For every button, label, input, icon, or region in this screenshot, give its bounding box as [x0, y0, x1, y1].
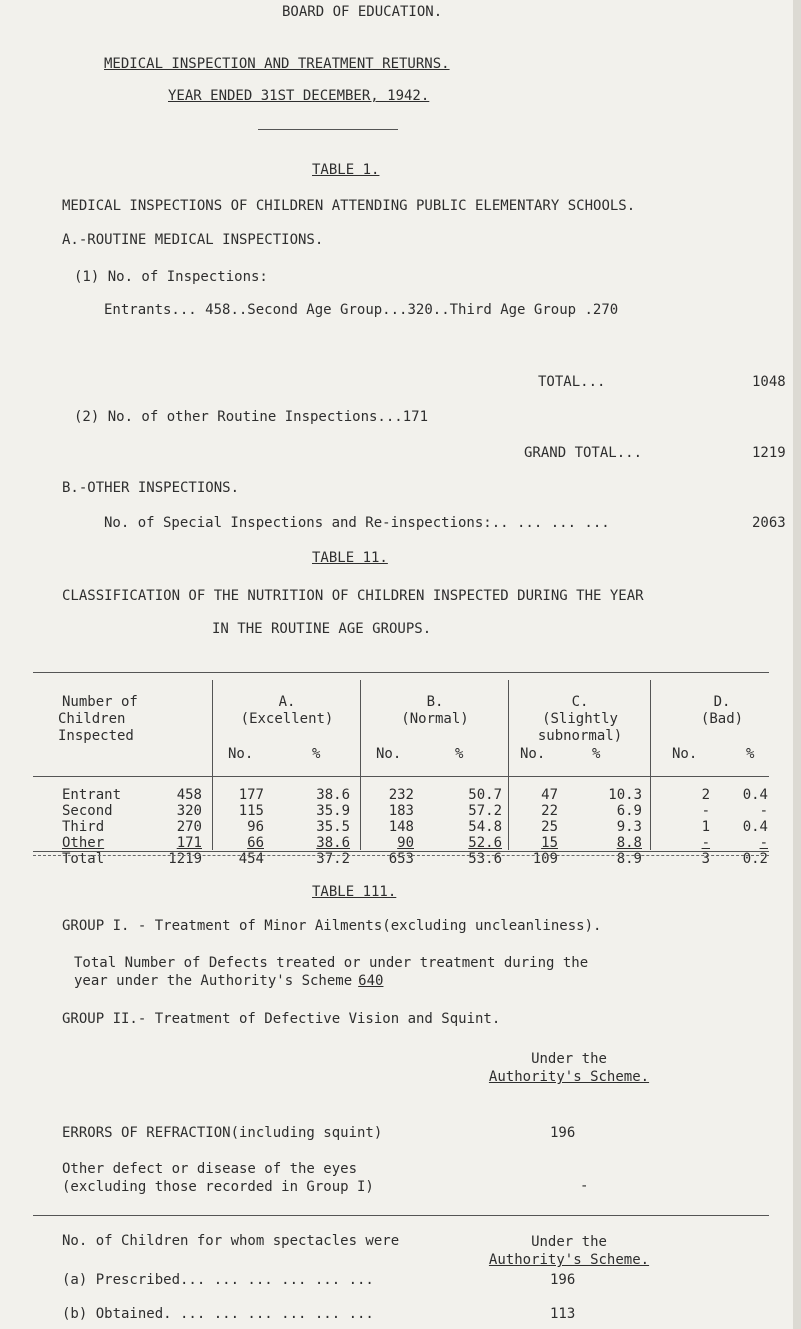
spectacles-header — [474, 1233, 664, 1269]
nutrition-row-entrant — [62, 787, 768, 803]
cell-a-no: 66 — [247, 835, 264, 851]
cell-b-no: 232 — [388, 787, 414, 803]
other-routine-row — [74, 409, 428, 425]
section-b-heading: B.-OTHER INSPECTIONS. — [62, 480, 240, 496]
col-b-header — [362, 694, 508, 728]
col-number-line2: Children — [58, 711, 126, 727]
cell-d-no: 2 — [701, 787, 710, 803]
grand-total-label: GRAND TOTAL... — [524, 445, 643, 461]
col-c-pct-header: % — [592, 746, 601, 762]
table2-subtitle-2: IN THE ROUTINE AGE GROUPS. — [212, 621, 432, 637]
nutrition-top-rule — [33, 672, 769, 673]
obtained-label: (b) Obtained. ... ... ... ... ... ... — [62, 1306, 374, 1322]
group1-line2 — [74, 973, 389, 989]
inspections-label: (1) No. of Inspections: — [74, 269, 268, 285]
cell-a-no: 115 — [238, 803, 264, 819]
cell-n: 171 — [176, 835, 202, 851]
nutrition-row-total — [62, 851, 768, 867]
col-c-label-2: subnormal) — [537, 728, 623, 744]
cell-a-pct: 35.5 — [316, 819, 350, 835]
cell-a-no: 454 — [238, 851, 264, 867]
col-d-label: (Bad) — [700, 711, 744, 727]
cell-label: Third — [62, 819, 105, 835]
cell-c-pct: 8.8 — [616, 835, 642, 851]
group1-value: 640 — [358, 973, 384, 989]
report-title: MEDICAL INSPECTION AND TREATMENT RETURNS. — [104, 56, 450, 72]
entrants-label: Entrants... — [104, 302, 197, 318]
cell-b-pct: 57.2 — [468, 803, 502, 819]
prescribed-label: (a) Prescribed... ... ... ... ... ... — [62, 1272, 374, 1288]
col-a-pct-header: % — [312, 746, 321, 762]
header-rule — [258, 129, 398, 130]
nutrition-row-third — [62, 819, 768, 835]
other-eyes-line2: (excluding those recorded in Group I) — [62, 1179, 374, 1195]
nutrition-bottom-rule — [33, 851, 769, 852]
entrants-value: 458 — [205, 302, 231, 318]
group1-line2-text: year under the Authority's Scheme — [74, 973, 353, 989]
table3-heading: TABLE 111. — [312, 884, 397, 900]
cell-a-no: 177 — [238, 787, 264, 803]
cell-d-pct: - — [759, 835, 768, 851]
page-edge — [793, 0, 801, 1329]
col-a-header — [214, 694, 360, 728]
col-b-label: (Normal) — [401, 711, 469, 727]
cell-c-pct: 10.3 — [608, 787, 642, 803]
cell-c-no: 22 — [541, 803, 558, 819]
col-b-no-header: No. — [376, 746, 402, 762]
errors-label: ERRORS OF REFRACTION(including squint) — [62, 1125, 383, 1141]
cell-n: 458 — [176, 787, 202, 803]
cell-c-no: 47 — [541, 787, 558, 803]
section-a-heading: A.-ROUTINE MEDICAL INSPECTIONS. — [62, 232, 324, 248]
cell-d-no: 1 — [701, 819, 710, 835]
special-inspections-value: 2063 — [752, 515, 786, 531]
col-b-letter: B. — [426, 694, 444, 710]
table1-subtitle: MEDICAL INSPECTIONS OF CHILDREN ATTENDING PUBLIC ELEMENTARY SCHOOLS. — [62, 198, 636, 214]
scheme-header-line1: Under the — [531, 1051, 607, 1067]
col-c-label-1: (Slightly — [542, 711, 618, 727]
cell-label: Other — [62, 835, 105, 851]
cell-b-pct: 53.6 — [468, 851, 502, 867]
col-c-no-header: No. — [520, 746, 546, 762]
group2-heading: GROUP II.- Treatment of Defective Vision and Squint. — [62, 1011, 501, 1027]
col-a-no-header: No. — [228, 746, 254, 762]
col-a-label: (Excellent) — [240, 711, 334, 727]
cell-n: 320 — [176, 803, 202, 819]
obtained-value: 113 — [550, 1306, 576, 1322]
cell-n: 270 — [176, 819, 202, 835]
col-number-line3: Inspected — [58, 728, 134, 744]
total-label: TOTAL... — [538, 374, 606, 390]
cell-d-pct: 0.4 — [742, 819, 768, 835]
special-inspections-label: No. of Special Inspections and Re-inspections:.. ... ... ... — [104, 515, 610, 531]
nutrition-row-second — [62, 803, 768, 819]
col-number-header — [58, 694, 138, 745]
errors-value: 196 — [550, 1125, 576, 1141]
col-number-line1: Number of — [62, 694, 138, 710]
col-c-header — [510, 694, 650, 745]
scheme-header — [474, 1050, 664, 1086]
cell-n: 1219 — [168, 851, 202, 867]
group1-line1: Total Number of Defects treated or under treatment during the — [74, 955, 589, 971]
report-year: YEAR ENDED 31ST DECEMBER, 1942. — [168, 88, 430, 104]
col-d-header — [652, 694, 792, 728]
cell-c-pct: 8.9 — [616, 851, 642, 867]
cell-label: Total — [62, 851, 105, 867]
cell-d-no: - — [701, 803, 710, 819]
col-d-pct-header: % — [746, 746, 755, 762]
cell-d-pct: 0.4 — [742, 787, 768, 803]
cell-b-no: 183 — [388, 803, 414, 819]
other-eyes-line1: Other defect or disease of the eyes — [62, 1161, 358, 1177]
spectacles-rule — [33, 1215, 769, 1216]
cell-c-pct: 9.3 — [616, 819, 642, 835]
prescribed-value: 196 — [550, 1272, 576, 1288]
second-label: ..Second Age Group... — [230, 302, 408, 318]
col-c-letter: C. — [571, 694, 589, 710]
cell-c-pct: 6.9 — [616, 803, 642, 819]
spectacles-label: No. of Children for whom spectacles were — [62, 1233, 400, 1249]
scheme-header-line2: Authority's Scheme. — [488, 1069, 650, 1085]
col-d-letter: D. — [713, 694, 731, 710]
other-eyes-value: - — [580, 1178, 589, 1194]
col-a-letter: A. — [278, 694, 296, 710]
nutrition-header-rule — [33, 776, 769, 777]
cell-b-pct: 52.6 — [468, 835, 502, 851]
cell-a-pct: 38.6 — [316, 835, 350, 851]
cell-c-no: 15 — [541, 835, 558, 851]
third-label: ..Third Age Group — [432, 302, 577, 318]
cell-a-pct: 35.9 — [316, 803, 350, 819]
cell-b-no: 653 — [388, 851, 414, 867]
cell-c-no: 109 — [532, 851, 558, 867]
nutrition-row-other — [62, 835, 768, 851]
cell-label: Entrant — [62, 787, 122, 803]
other-routine-value: 171 — [402, 409, 429, 425]
table2-subtitle-1: CLASSIFICATION OF THE NUTRITION OF CHILDREN INSPECTED DURING THE YEAR — [62, 588, 644, 604]
col-d-no-header: No. — [672, 746, 698, 762]
cell-a-no: 96 — [247, 819, 264, 835]
col-b-pct-header: % — [455, 746, 464, 762]
cell-d-no: - — [701, 835, 710, 851]
third-value: .270 — [584, 302, 619, 318]
cell-b-no: 90 — [397, 835, 414, 851]
cell-b-pct: 54.8 — [468, 819, 502, 835]
grand-total-value: 1219 — [752, 445, 786, 461]
cell-c-no: 25 — [541, 819, 558, 835]
cell-label: Second — [62, 803, 113, 819]
second-value: 320 — [407, 302, 433, 318]
cell-d-no: 3 — [701, 851, 710, 867]
table1-heading: TABLE 1. — [312, 162, 380, 178]
cell-d-pct: - — [759, 803, 768, 819]
cell-b-no: 148 — [388, 819, 414, 835]
cell-a-pct: 37.2 — [316, 851, 350, 867]
nutrition-bottom-rule-2 — [33, 855, 769, 856]
other-routine-label: (2) No. of other Routine Inspections... — [74, 409, 403, 425]
group1-heading: GROUP I. - Treatment of Minor Ailments(excluding uncleanliness). — [62, 918, 602, 934]
spectacles-header-line2: Authority's Scheme. — [488, 1252, 650, 1268]
board-heading: BOARD OF EDUCATION. — [282, 4, 443, 20]
cell-b-pct: 50.7 — [468, 787, 502, 803]
table2-heading: TABLE 11. — [312, 550, 388, 566]
spectacles-header-line1: Under the — [531, 1234, 607, 1250]
total-value: 1048 — [752, 374, 786, 390]
cell-a-pct: 38.6 — [316, 787, 350, 803]
cell-d-pct: 0.2 — [742, 851, 768, 867]
other-eyes-label — [62, 1160, 374, 1196]
entrants-row — [104, 302, 618, 318]
